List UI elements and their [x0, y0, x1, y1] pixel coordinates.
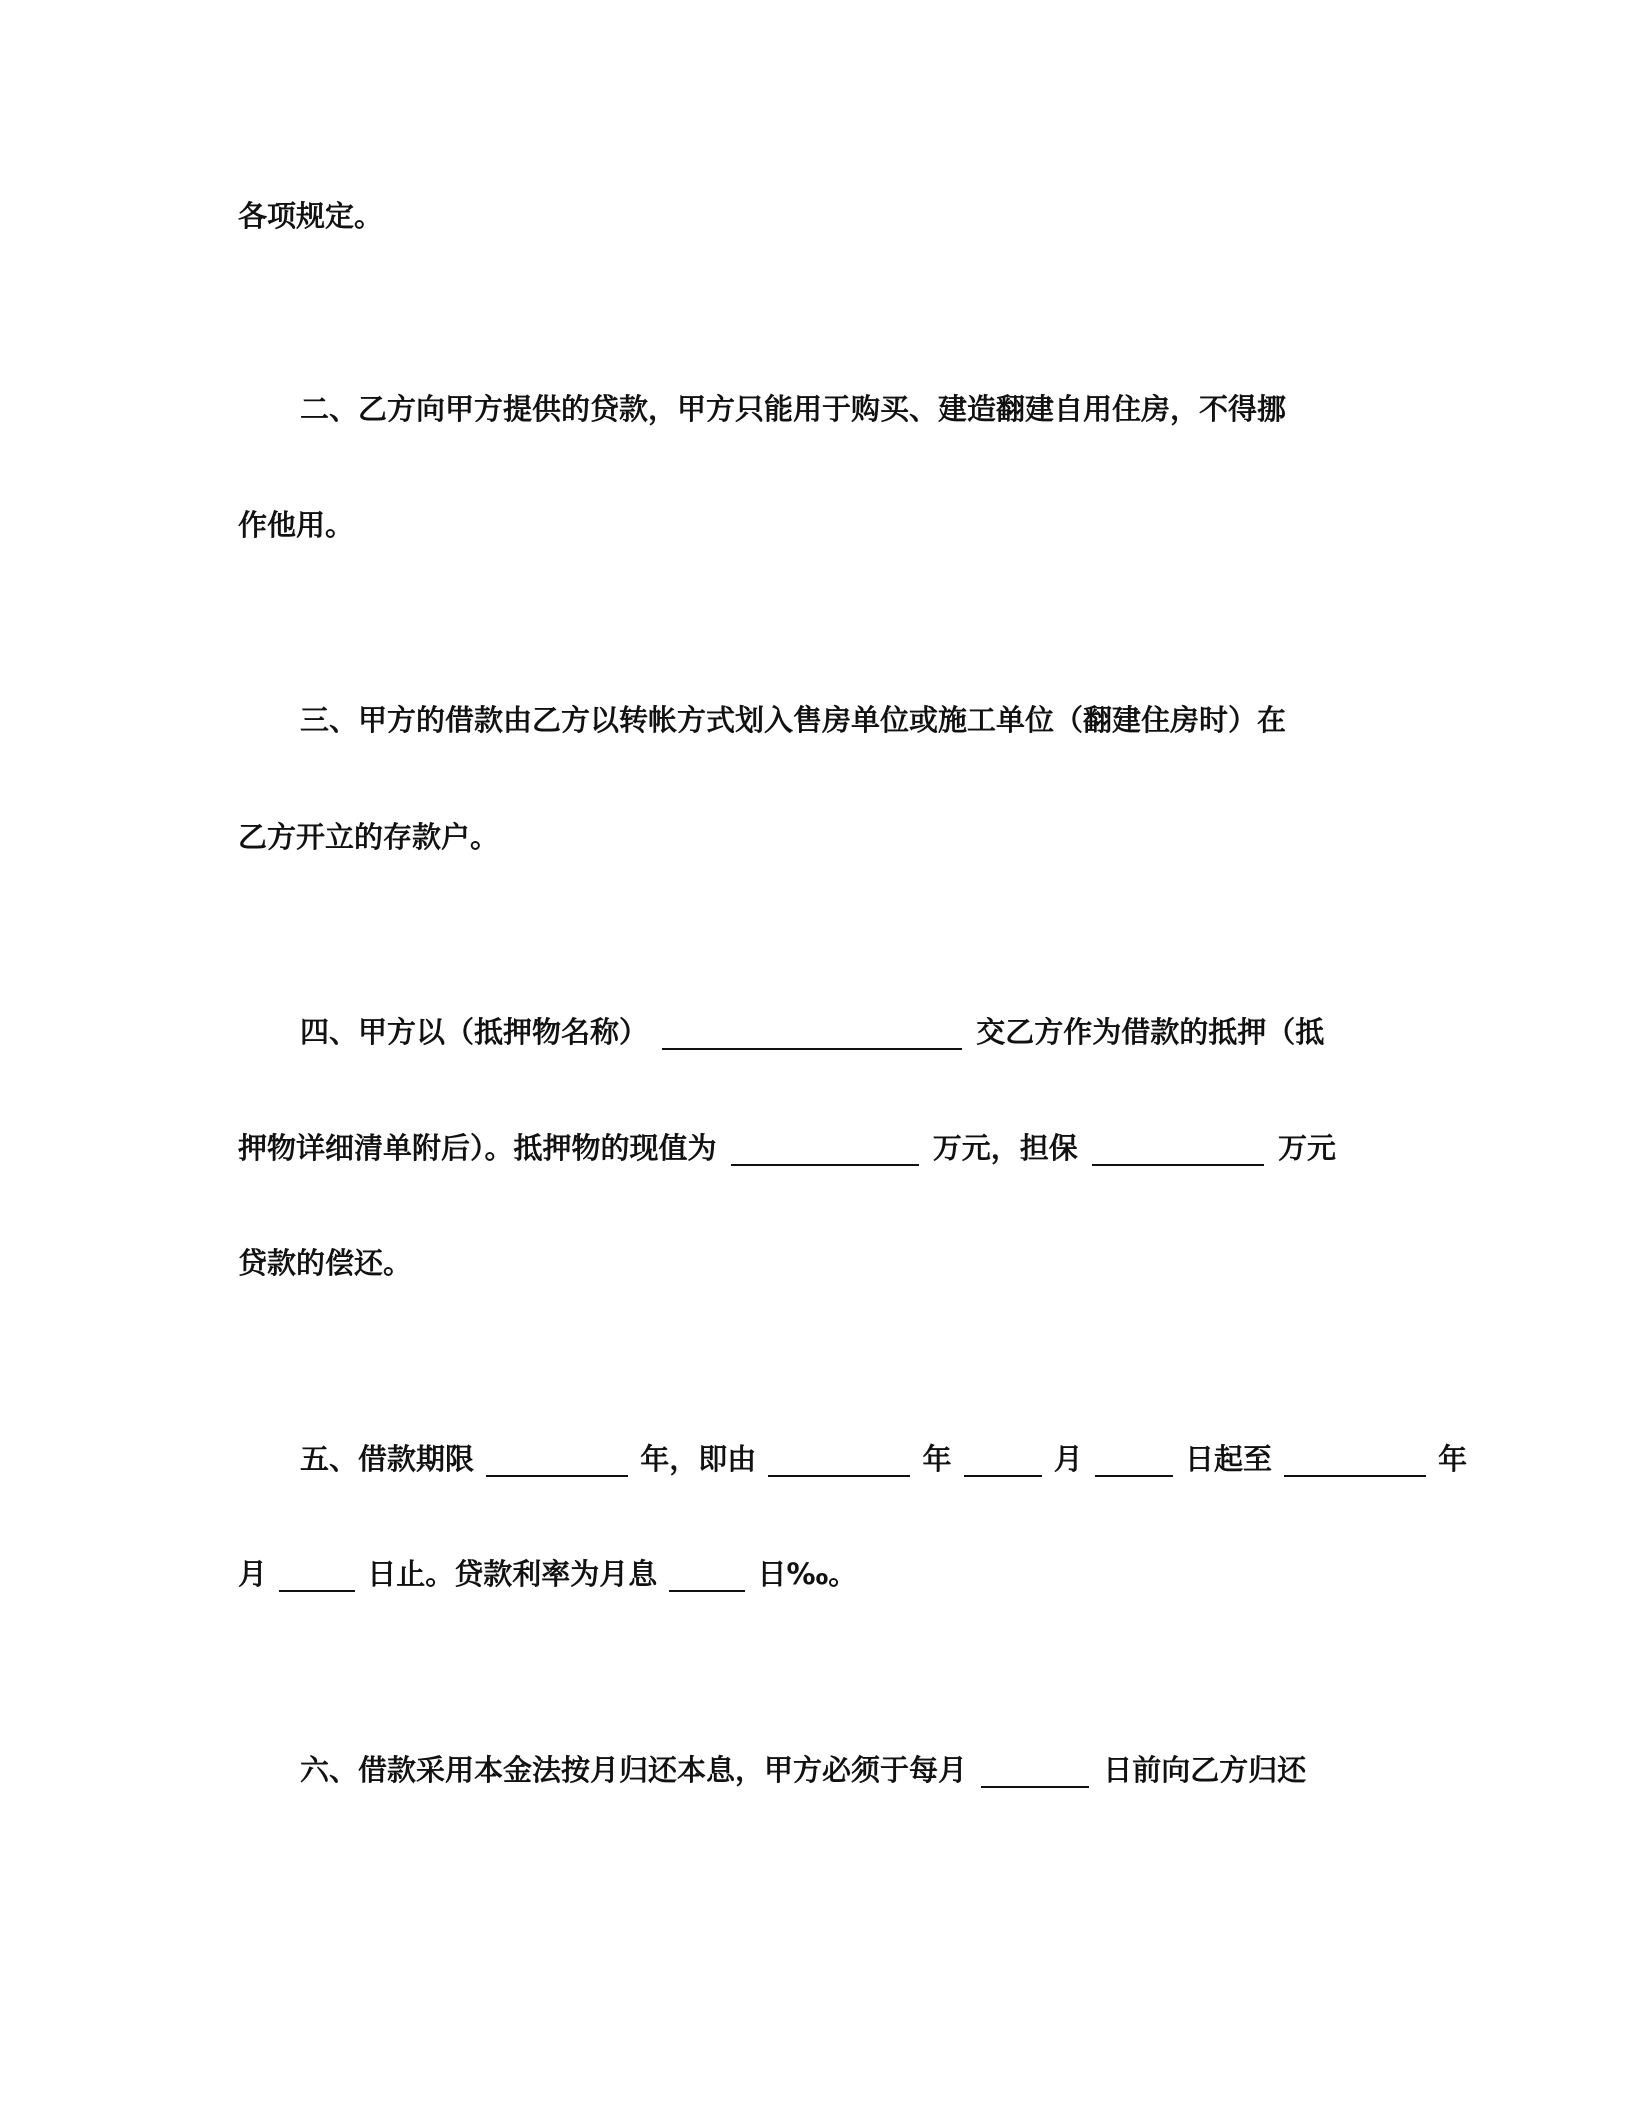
monthly-interest-rate-blank[interactable]	[669, 1554, 745, 1592]
loan-term-years-blank[interactable]	[486, 1439, 628, 1477]
text: 日前向乙方归还	[1103, 1753, 1307, 1787]
guarantee-amount-blank[interactable]	[1092, 1128, 1264, 1166]
text: 月	[1053, 1442, 1083, 1476]
text: 各项规定。	[238, 199, 384, 233]
text: 年，即由	[640, 1442, 757, 1476]
paragraph-4-line-3	[238, 1243, 412, 1283]
text: 二、乙方向甲方提供的贷款，甲方只能用于购买、建造翻建自用住房，不得挪	[300, 392, 1287, 426]
text: 日止。贷款利率为月息	[367, 1557, 658, 1591]
text: 年	[1438, 1442, 1468, 1476]
text: 三、甲方的借款由乙方以转帐方式划入售房单位或施工单位（翻建住房时）在	[300, 703, 1287, 737]
text: 日起至	[1184, 1442, 1272, 1476]
paragraph-4-line-1	[300, 1012, 1324, 1052]
paragraph-2-line-1	[300, 389, 1286, 429]
text: 交乙方作为借款的抵押（抵	[976, 1015, 1325, 1049]
text: 万元，担保	[932, 1131, 1078, 1165]
text: 押物详细清单附后）。抵押物的现值为	[238, 1131, 717, 1165]
start-year-blank[interactable]	[768, 1439, 910, 1477]
text: 贷款的偿还。	[238, 1246, 413, 1280]
paragraph-6-line-1	[300, 1750, 1306, 1790]
paragraph-3-line-2	[238, 817, 499, 857]
paragraph-4-line-2	[238, 1128, 1336, 1168]
start-day-blank[interactable]	[1095, 1439, 1173, 1477]
text: 乙方开立的存款户。	[238, 820, 500, 854]
paragraph-5-line-1	[300, 1439, 1467, 1479]
collateral-value-blank[interactable]	[731, 1128, 919, 1166]
text: 日‰。	[757, 1557, 858, 1591]
text: 万元	[1277, 1131, 1336, 1165]
paragraph-1-line-1	[238, 196, 383, 236]
text: 四、甲方以（抵押物名称）	[300, 1015, 649, 1049]
paragraph-5-line-2	[238, 1554, 857, 1594]
text: 作他用。	[238, 508, 355, 542]
repayment-day-blank[interactable]	[981, 1750, 1089, 1788]
end-year-blank[interactable]	[1284, 1439, 1426, 1477]
end-month-blank[interactable]	[279, 1554, 355, 1592]
text: 年	[922, 1442, 952, 1476]
paragraph-3-line-1	[300, 700, 1286, 740]
start-month-blank[interactable]	[964, 1439, 1042, 1477]
text: 月	[238, 1557, 268, 1591]
collateral-name-blank[interactable]	[662, 1012, 962, 1050]
text: 五、借款期限	[300, 1442, 475, 1476]
paragraph-2-line-2	[238, 505, 354, 545]
text: 六、借款采用本金法按月归还本息，甲方必须于每月	[300, 1753, 968, 1787]
